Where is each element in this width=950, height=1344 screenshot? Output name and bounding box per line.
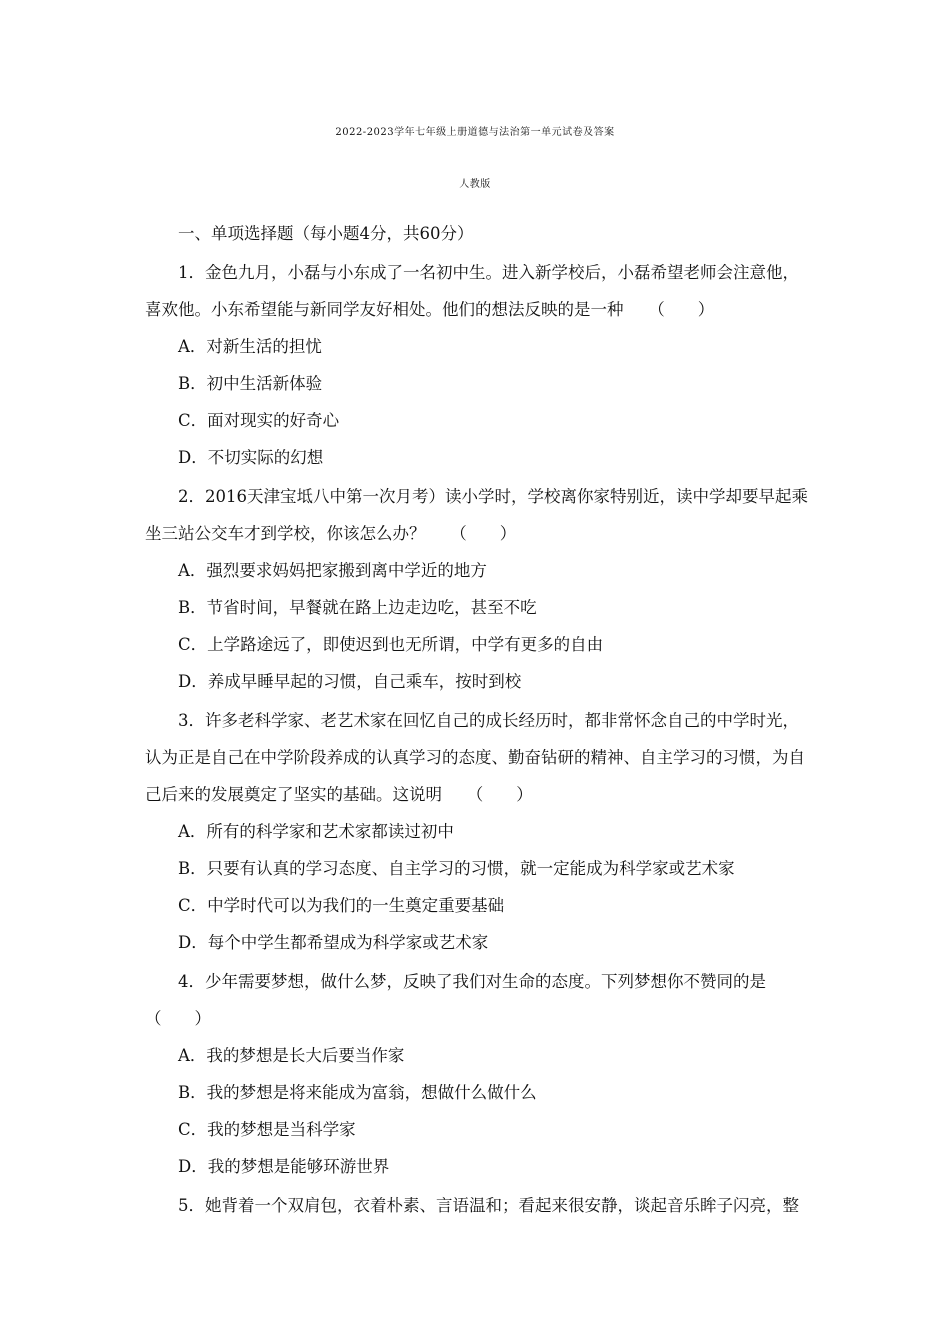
- question-1-option-c: C．面对现实的好奇心: [178, 411, 340, 430]
- question-4-option-c: C．我的梦想是当科学家: [178, 1120, 356, 1139]
- question-3-line-1: 3．许多老科学家、老艺术家在回忆自己的成长经历时，都非常怀念自己的中学时光，: [178, 711, 799, 730]
- question-1-option-a: A．对新生活的担忧: [178, 337, 322, 356]
- question-1-line-2: 喜欢他。小东希望能与新同学友好相处。他们的想法反映的是一种 （ ）: [145, 300, 715, 319]
- question-3-option-a: A．所有的科学家和艺术家都读过初中: [178, 822, 454, 841]
- question-4-line-2: （ ）: [145, 1009, 211, 1028]
- question-5-line-1: 5．她背着一个双肩包，衣着朴素、言语温和；看起来很安静，谈起音乐眸子闪亮，整: [178, 1196, 799, 1215]
- question-2-option-c: C．上学路途远了，即使迟到也无所谓，中学有更多的自由: [178, 635, 604, 654]
- question-1-option-d: D．不切实际的幻想: [178, 448, 324, 467]
- question-3-line-3: 己后来的发展奠定了坚实的基础。这说明 （ ）: [145, 785, 533, 804]
- question-1-line-1: 1．金色九月，小磊与小东成了一名初中生。进入新学校后，小磊希望老师会注意他，: [178, 263, 799, 282]
- question-3-option-d: D．每个中学生都希望成为科学家或艺术家: [178, 933, 489, 952]
- question-3-option-c: C．中学时代可以为我们的一生奠定重要基础: [178, 896, 505, 915]
- document-title-line-2: 人教版: [459, 179, 491, 190]
- question-4-option-b: B．我的梦想是将来能成为富翁，想做什么做什么: [178, 1083, 537, 1102]
- question-3-line-2: 认为正是自己在中学阶段养成的认真学习的态度、勤奋钻研的精神、自主学习的习惯，为自: [145, 748, 805, 767]
- question-1-option-b: B．初中生活新体验: [178, 374, 323, 393]
- section-heading: 一、单项选择题（每小题4分，共60分）: [178, 224, 474, 243]
- question-4-option-a: A．我的梦想是长大后要当作家: [178, 1046, 405, 1065]
- question-2-line-1: 2．2016天津宝坻八中第一次月考）读小学时，学校离你家特别近，读中学却要早起乘: [178, 487, 808, 506]
- question-2-option-a: A．强烈要求妈妈把家搬到离中学近的地方: [178, 561, 487, 580]
- question-2-line-2: 坐三站公交车才到学校，你该怎么办？ （ ）: [145, 524, 517, 543]
- question-3-option-b: B．只要有认真的学习态度、自主学习的习惯，就一定能成为科学家或艺术家: [178, 859, 735, 878]
- question-4-line-1: 4．少年需要梦想，做什么梦，反映了我们对生命的态度。下列梦想你不赞同的是: [178, 972, 766, 991]
- question-4-option-d: D．我的梦想是能够环游世界: [178, 1157, 390, 1176]
- document-title-line-1: 2022-2023学年七年级上册道德与法治第一单元试卷及答案: [335, 127, 615, 138]
- question-2-option-b: B．节省时间，早餐就在路上边走边吃，甚至不吃: [178, 598, 537, 617]
- question-2-option-d: D．养成早睡早起的习惯，自己乘车，按时到校: [178, 672, 522, 691]
